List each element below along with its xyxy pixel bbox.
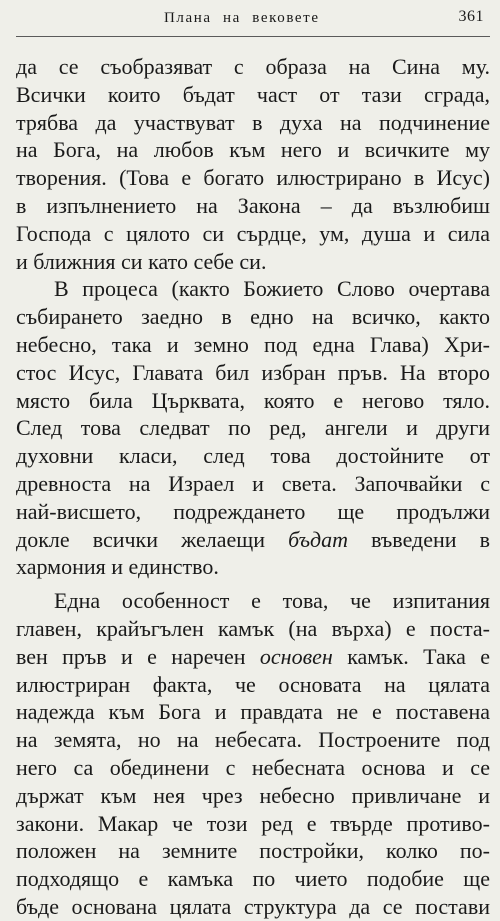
header-rule xyxy=(16,36,490,37)
text-line: място била Църквата, която е негово тяло. xyxy=(16,387,490,413)
body-text xyxy=(16,53,490,921)
text-line: В процеса (както Божието Слово очертава xyxy=(54,276,490,302)
text-line: бъде основана цялата структура да се постави xyxy=(16,893,490,919)
text-fragment: докле всички желаещи xyxy=(16,526,265,552)
text-line-mixed xyxy=(16,643,490,671)
text-line: в изпълнението на Закона – да възлюбиш xyxy=(16,192,490,218)
text-line: да се съобразяват с образа на Сина му. xyxy=(16,54,490,79)
text-line: Всички които бъдат част от тази сграда, xyxy=(16,81,490,107)
text-line: Господа с цялото си сърдце, ум, душа и сила xyxy=(16,220,490,246)
text-line: на Бога, на любов към него и всичките му xyxy=(16,137,490,163)
text-fragment: въведени в xyxy=(371,526,491,552)
paragraph-3 xyxy=(16,587,490,921)
text-fragment: камък. Така е xyxy=(347,643,491,669)
text-line: и ближния си като себе си. xyxy=(16,248,267,274)
text-line: на земята, но на небесата. Построените под xyxy=(16,727,490,753)
text-fragment: вен пръв и е наречен xyxy=(16,643,246,669)
text-line: древноста на Израел и света. Започвайки с xyxy=(16,470,490,496)
text-line: хармония и единство. xyxy=(16,554,219,580)
text-line: Една особенност е това, че изпитания xyxy=(54,588,490,614)
text-line: стос Исус, Главата бил избран пръв. На второ xyxy=(16,359,490,385)
emphasis-word: бъдат xyxy=(288,526,349,552)
text-line: След това следват по ред, ангели и други xyxy=(16,415,490,441)
text-line: най-висшето, подреждането ще продължи xyxy=(16,498,490,524)
text-line: илюстриран факта, че основата на цялата xyxy=(16,671,490,697)
paragraph-1 xyxy=(16,53,490,275)
text-line: държат към нея чрез небесно привличане и xyxy=(16,782,490,808)
running-title: Плана на вековете xyxy=(164,10,320,26)
page-number: 361 xyxy=(458,8,484,25)
text-line: надежда към Бога и правдата не е поставена xyxy=(16,699,490,725)
text-line: него са обединени с небесната основа и се xyxy=(16,754,490,780)
text-line: творения. (Това е богато илюстрирано в Исус) xyxy=(16,165,490,191)
running-head xyxy=(16,6,490,36)
text-line: закони. Макар че този ред е твърде противо- xyxy=(16,810,490,836)
text-line: събирането заедно в едно на всичко, както xyxy=(16,304,490,330)
text-line: духовни класи, след това достойните от xyxy=(16,443,490,469)
paragraph-2 xyxy=(16,275,490,581)
emphasis-word: основен xyxy=(259,643,333,669)
text-line: трябва да участвуват в духа на подчинение xyxy=(16,109,490,135)
text-line: подходящо е камъка по чието подобие ще xyxy=(16,866,490,892)
text-line: положен на земните постройки, колко по- xyxy=(16,838,490,864)
text-line: главен, крайъгълен камък (на върха) е поста- xyxy=(16,615,490,641)
text-line-mixed xyxy=(16,526,490,554)
text-line: небесно, така и земно под една Глава) Хри- xyxy=(16,331,490,357)
